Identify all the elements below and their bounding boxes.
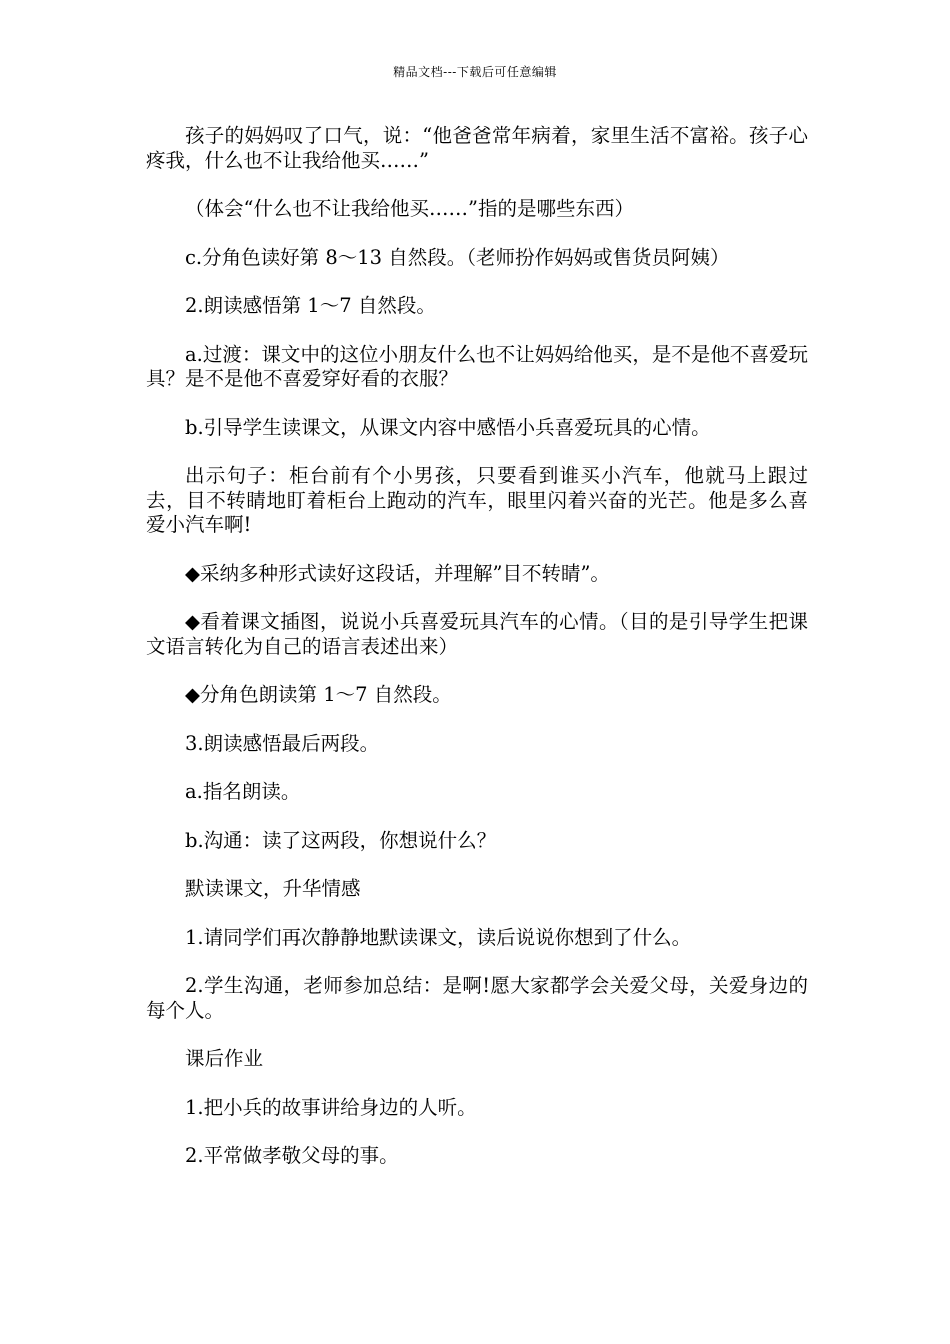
paragraph: c.分角色读好第 8～13 自然段。（老师扮作妈妈或售货员阿姨） — [185, 245, 730, 269]
paragraph: 1.请同学们再次静静地默读课文，读后说说你想到了什么。 — [185, 925, 692, 949]
section-heading: 默读课文，升华情感 — [185, 877, 361, 900]
paragraph: 2.平常做孝敬父母的事。 — [185, 1144, 399, 1167]
paragraph: 孩子的妈妈叹了口气，说：“他爸爸常年病着，家里生活不富裕。孩子心疼我，什么也不让我给他买……” — [146, 124, 808, 172]
paragraph: 2.学生沟通，老师参加总结：是啊!愿大家都学会关爱父母，关爱身边的每个人。 — [146, 974, 808, 1022]
paragraph: 3.朗读感悟最后两段。 — [185, 731, 380, 755]
paragraph: ◆采纳多种形式读好这段话，并理解”目不转睛”。 — [185, 561, 610, 585]
paragraph: a.指名朗读。 — [185, 780, 301, 803]
page-header: 精品文档---下载后可任意编辑 — [393, 65, 557, 79]
paragraph: b.沟通：读了这两段，你想说什么？ — [185, 828, 497, 852]
paragraph: 出示句子：柜台前有个小男孩，只要看到谁买小汽车，他就马上跟过去，目不转睛地盯着柜台上跑动的汽车，眼里闪着兴奋的光芒。他是多么喜爱小汽车啊! — [146, 464, 808, 536]
paragraph: b.引导学生读课文，从课文内容中感悟小兵喜爱玩具的心情。 — [185, 415, 711, 439]
paragraph: ◆看着课文插图，说说小兵喜爱玩具汽车的心情。（目的是引导学生把课文语言转化为自己的语言表述出来） — [146, 610, 808, 658]
paragraph: 2.朗读感悟第 1～7 自然段。 — [185, 294, 436, 317]
paragraph: （体会“什么也不让我给他买……”指的是哪些东西） — [185, 197, 634, 220]
paragraph: ◆分角色朗读第 1～7 自然段。 — [185, 683, 452, 706]
paragraph: 1.把小兵的故事讲给身边的人听。 — [185, 1095, 477, 1119]
document-body — [146, 124, 808, 1193]
section-heading: 课后作业 — [185, 1047, 264, 1070]
paragraph: a.过渡：课文中的这位小朋友什么也不让妈妈给他买，是不是他不喜爱玩具？是不是他不喜爱穿好看的衣服？ — [146, 342, 808, 390]
